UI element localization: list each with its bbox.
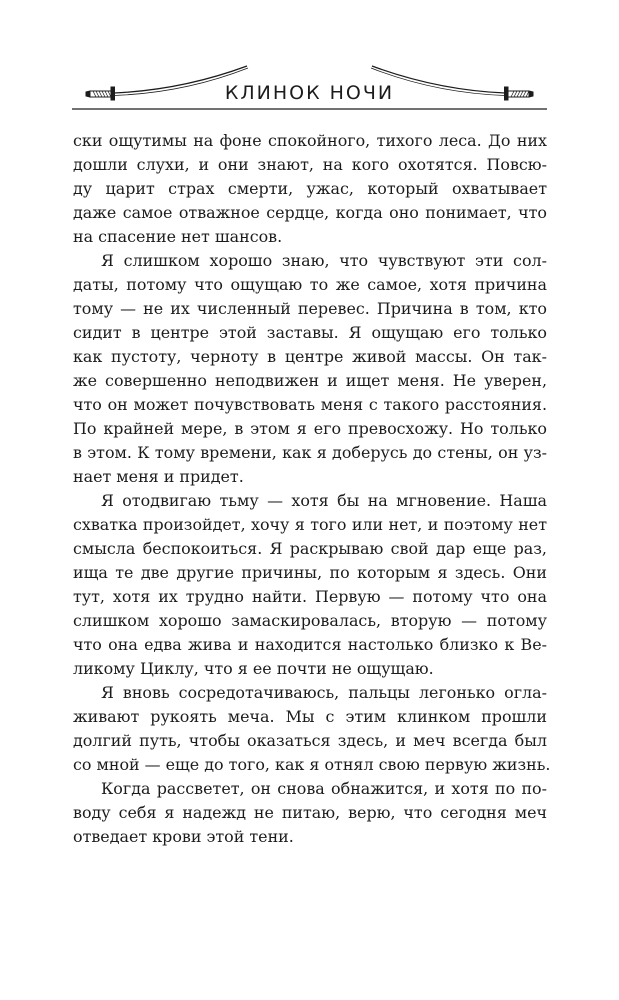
text-line: в этом. К тому времени, как я доберусь до стены, он уз- — [73, 443, 547, 462]
text-line: ища те две другие причины, по которым я здесь. Они — [73, 563, 547, 582]
running-head-title: КЛИНОК НОЧИ — [224, 82, 395, 104]
text-line: дошли слухи, и они знают, на кого охотятся. Повсю- — [73, 155, 547, 174]
text-line: слишком хорошо замаскировалась, вторую — потому — [73, 611, 547, 630]
text-line: тут, хотя их трудно найти. Первую — потому что она — [73, 587, 547, 606]
text-line: что она едва жива и находится настолько близко к Ве- — [73, 635, 547, 654]
text-line: на спасение нет шансов. — [73, 227, 283, 246]
body-text — [73, 129, 551, 849]
text-line: По крайней мере, в этом я его превосхожу. Но только — [73, 419, 547, 438]
paragraph — [73, 129, 547, 249]
text-line: со мной — еще до того, как я отнял свою первую жизнь. — [73, 755, 551, 774]
text-line: смысла беспокоиться. Я раскрываю свой дар еще раз, — [73, 539, 547, 558]
text-line: живают рукоять меча. Мы с этим клинком прошли — [73, 707, 547, 726]
paragraph — [73, 489, 547, 681]
text-line: ликому Циклу, что я ее почти не ощущаю. — [73, 659, 434, 678]
text-line: схватка произойдет, хочу я того или нет, и поэтому нет — [73, 515, 547, 534]
text-line: нает меня и придет. — [73, 467, 244, 486]
text-line: воду себя я надежд не питаю, верю, что сегодня меч — [73, 803, 547, 822]
text-line: ду царит страх смерти, ужас, который охватывает — [73, 179, 547, 198]
text-line: что он может почувствовать меня с такого расстояния. — [73, 395, 547, 414]
paragraph — [73, 249, 547, 489]
text-line: же совершенно неподвижен и ищет меня. Не уверен, — [73, 371, 547, 390]
running-header — [72, 60, 547, 112]
text-line: долгий путь, чтобы оказаться здесь, и меч всегда был — [73, 731, 547, 750]
text-line: даты, потому что ощущаю то же самое, хотя причина — [73, 275, 547, 294]
text-line: как пустоту, черноту в центре живой массы. Он так- — [73, 347, 547, 366]
text-line: отведает крови этой тени. — [73, 827, 294, 846]
text-line: Я слишком хорошо знаю, что чувствуют эти сол- — [101, 251, 547, 270]
text-line: даже самое отважное сердце, когда оно понимает, что — [73, 203, 547, 222]
text-line: тому — не их численный перевес. Причина в том, кто — [73, 299, 547, 318]
text-line: Когда рассветет, он снова обнажится, и хотя по по- — [101, 779, 547, 798]
text-line: Я вновь сосредотачиваюсь, пальцы легонько огла- — [101, 683, 547, 702]
paragraph — [73, 777, 547, 849]
text-line: сидит в центре этой заставы. Я ощущаю его только — [73, 323, 547, 342]
text-line: Я отодвигаю тьму — хотя бы на мгновение. Наша — [101, 491, 547, 510]
paragraph — [73, 681, 551, 777]
text-line: ски ощутимы на фоне спокойного, тихого леса. До них — [73, 131, 547, 150]
